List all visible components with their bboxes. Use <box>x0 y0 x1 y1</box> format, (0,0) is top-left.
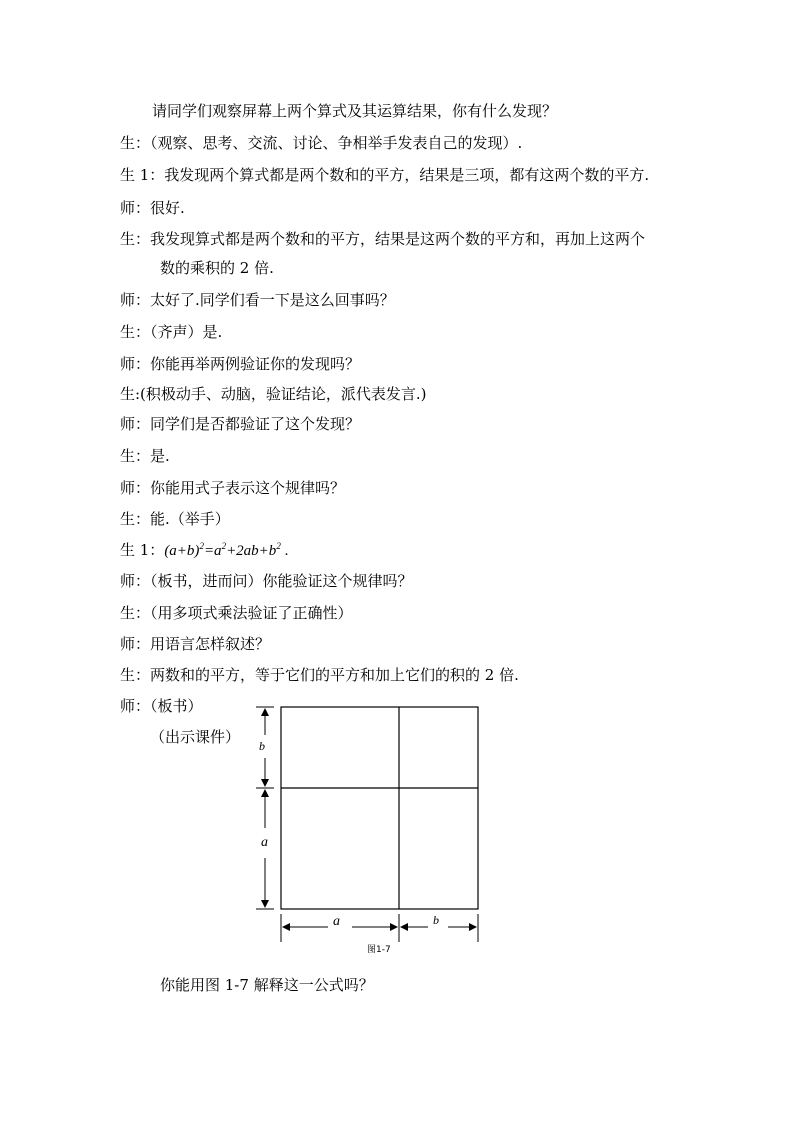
text-line-18: 师：用语言怎样叙述？ <box>120 635 271 653</box>
text-line-19: 生：两数和的平方，等于它们的平方和加上它们的积的 2 倍. <box>120 666 519 684</box>
text-line-5: 生：我发现算式都是两个数和的平方，结果是这两个数的平方和，再加上这两个 <box>120 230 646 248</box>
formula-end: . <box>280 543 289 559</box>
label-a-left: a <box>261 835 268 850</box>
text-line-17: 生：（用多项式乘法验证了正确性） <box>120 604 353 622</box>
text-line-2: 生：（观察、思考、交流、讨论、争相举手发表自己的发现）. <box>120 134 523 152</box>
text-line-1: 请同学们观察屏幕上两个算式及其运算结果，你有什么发现？ <box>152 102 558 120</box>
text-line-12: 生：是. <box>120 447 170 465</box>
outer-square <box>281 707 478 909</box>
label-a-bottom: a <box>333 914 340 929</box>
text-line-6: 数的乘积的 2 倍. <box>160 259 274 277</box>
text-line-20: 师：（板书） <box>120 697 203 715</box>
text-line-8: 生：（齐声）是. <box>120 323 223 341</box>
label-b-bottom: b <box>433 913 439 927</box>
text-line-3: 生 1：我发现两个算式都是两个数和的平方，结果是三项，都有这两个数的平方. <box>120 166 650 184</box>
formula-expression: $(a+b)^2=a^2+2ab+b^2$ <box>164 541 281 559</box>
closing-question: 你能用图 1-7 解释这一公式吗？ <box>160 976 374 994</box>
text-line-9: 师：你能再举两例验证你的发现吗？ <box>120 355 361 373</box>
text-line-7: 师：太好了.同学们看一下是这么回事吗？ <box>120 291 395 309</box>
formula-prefix: 生 1： <box>120 541 165 559</box>
formula-line <box>120 540 288 561</box>
figure-caption: 图1-7 <box>367 945 391 955</box>
text-line-13: 师：你能用式子表示这个规律吗？ <box>120 479 346 497</box>
text-line-14: 生：能.（举手） <box>120 510 230 528</box>
text-line-10: 生:(积极动手、动脑，验证结论，派代表发言.) <box>120 385 427 403</box>
text-line-11: 师：同学们是否都验证了这个发现？ <box>120 415 361 433</box>
label-b-left: b <box>259 739 265 753</box>
text-line-4: 师：很好. <box>120 199 185 217</box>
text-line-16: 师：（板书，进而问）你能验证这个规律吗？ <box>120 572 413 590</box>
text-line-21: （出示课件） <box>150 728 241 746</box>
square-diagram <box>250 700 490 960</box>
